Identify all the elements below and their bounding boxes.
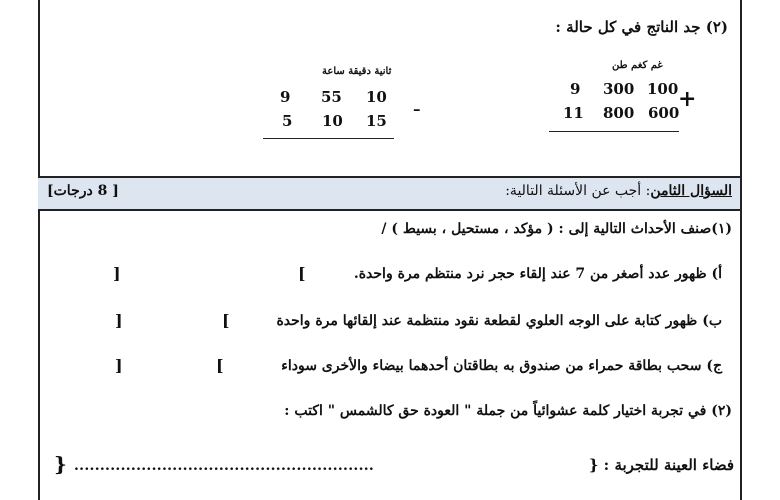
part2-title: (٢) جد الناتج في كل حالة : (555, 18, 728, 36)
sub-r1-b: 55 (321, 88, 342, 106)
add-r2-c: 600 (648, 104, 680, 122)
item-c-bracket-left: ] (115, 356, 123, 375)
sub-r2-b: 10 (322, 112, 343, 130)
sample-space-blank[interactable]: .......................................................... (74, 458, 375, 474)
item-b-bracket-right: [ (222, 311, 230, 330)
q8-marks: [ 8 درجات] (47, 183, 119, 199)
sub-result-line (263, 138, 394, 139)
sub-r2-a: 5 (282, 112, 293, 130)
q8-1-item-b: ب) ظهور كتابة على الوجه العلوي لقطعة نقود منتظمة عند إلقائها مرة واحدة (276, 313, 722, 329)
left-border (38, 0, 40, 500)
q8-2-title: (٢) في تجربة اختيار كلمة عشوائياً من جملة " العودة حق كالشمس " اكتب : (284, 403, 732, 419)
q8-1-item-c: ج) سحب بطاقة حمراء من صندوق به بطاقتان أحدهما بيضاء والأخرى سوداء (281, 358, 722, 374)
q8-title: السؤال الثامن (650, 183, 732, 199)
add-r1-a: 9 (570, 80, 581, 98)
right-border (740, 0, 742, 500)
item-b-bracket-left: ] (115, 311, 123, 330)
sub-r1-c: 10 (366, 88, 387, 106)
subtraction-units-header: ثانية دقيقة ساعة (322, 66, 392, 77)
add-r1-c: 100 (647, 80, 679, 98)
sample-space-label: فضاء العينة للتجربة : { (588, 456, 734, 474)
q8-header-text (505, 183, 732, 199)
addition-units-header: غم كغم طن (612, 60, 663, 71)
sub-operator: – (413, 100, 421, 118)
item-a-bracket-right: [ (298, 264, 306, 283)
item-c-bracket-right: [ (216, 356, 224, 375)
sub-r1-a: 9 (280, 88, 291, 106)
q8-1-item-a: أ) ظهور عدد أصغر من 7 عند إلقاء حجر نرد منتظم مرة واحدة. (353, 266, 722, 282)
q8-1-title: (١)صنف الأحداث التالية إلى : ( مؤكد ، مستحيل ، بسيط ) / (381, 221, 732, 237)
item-a-bracket-left: ] (113, 264, 121, 283)
add-operator: + (678, 86, 697, 112)
add-r1-b: 300 (603, 80, 635, 98)
sub-r2-c: 15 (366, 112, 387, 130)
add-result-line (549, 131, 679, 132)
q8-instruction: : أجب عن الأسئلة التالية: (505, 183, 651, 199)
add-r2-b: 800 (603, 104, 635, 122)
sample-space-close-brace: } (54, 452, 67, 476)
add-r2-a: 11 (563, 104, 584, 122)
